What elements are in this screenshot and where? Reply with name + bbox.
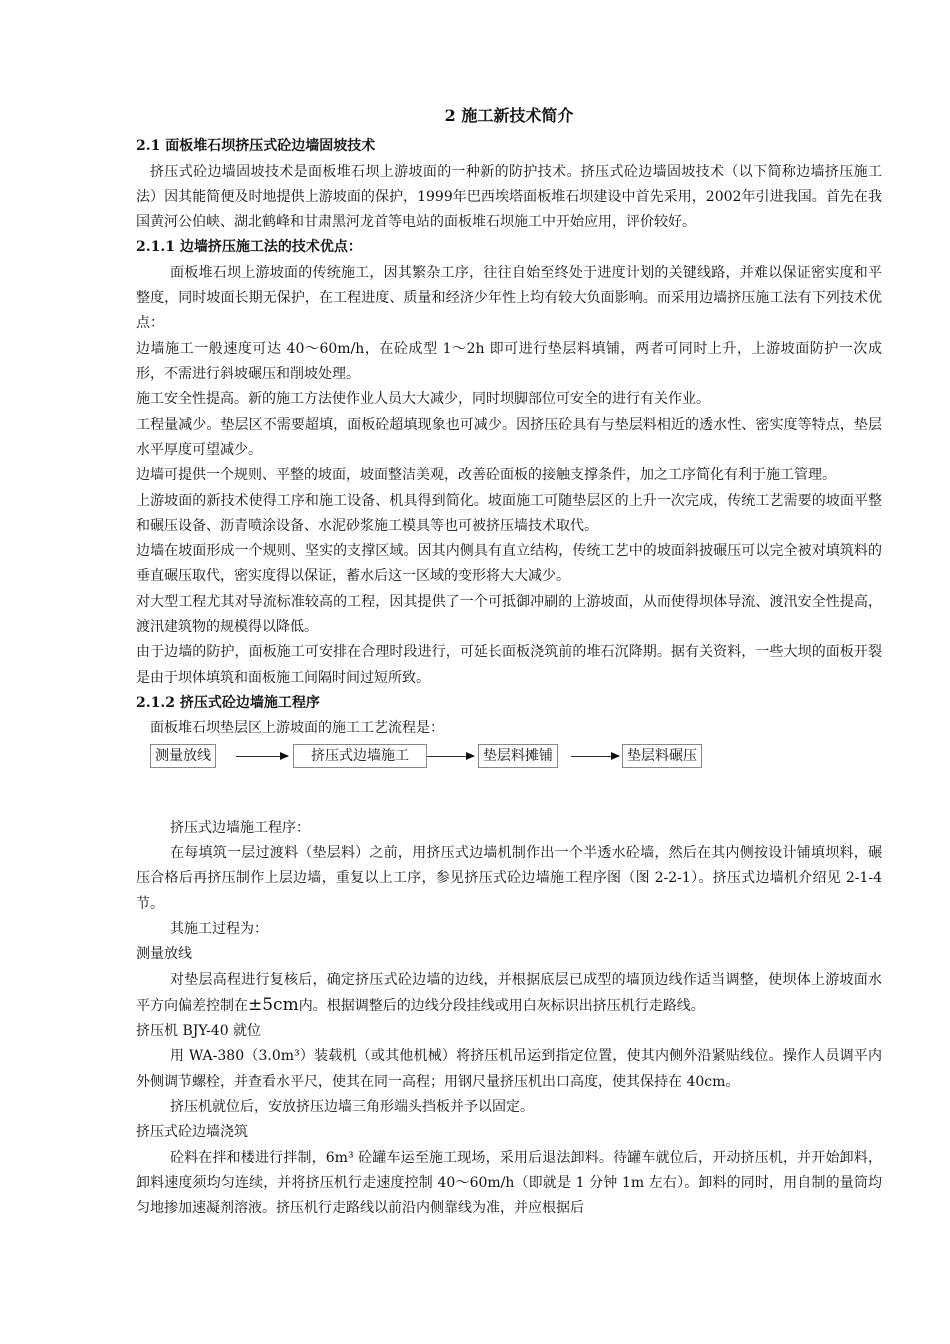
process-flow-diagram <box>148 744 882 770</box>
step-survey-text-end: 内。根据调整后的边线分段挂线或用白灰标识出挤压机行走路线。 <box>298 997 705 1014</box>
advantage-item: 边墙可提供一个规则、平整的坡面，坡面整洁美观，改善砼面板的接触支撑条件，加之工序简化有利于施工管理。 <box>136 467 836 484</box>
flow-box-cushion-spreading: 垫层料摊铺 <box>478 744 558 768</box>
advantage-item: 施工安全性提高。新的施工方法使作业人员大大减少，同时坝脚部位可安全的进行有关作业。 <box>136 391 710 408</box>
flow-box-cushion-rolling: 垫层料碾压 <box>622 744 702 768</box>
advantages-intro-paragraph: 面板堆石坝上游坡面的传统施工，因其繁杂工序，往往自始至终处于进度计划的关键线路，并难以保证密实度和平整度，同时坡面长期无保护，在工程进度、质量和经济少年性上均有较大负面影响。而采用边墙挤压施工法有下列技术优点： <box>136 264 882 332</box>
section-heading-2-1-2: 2.1.2 挤压式砼边墙施工程序 <box>136 694 320 711</box>
step-survey-paragraph <box>136 968 882 1020</box>
flow-box-extrusion-wall: 挤压式边墙施工 <box>293 744 427 768</box>
process-label: 其施工过程为： <box>170 920 268 937</box>
advantage-item: 边墙在坡面形成一个规则、坚实的支撑区域。因其内侧具有直立结构，传统工艺中的坡面斜披碾压可以完全被对填筑料的垂直碾压取代，密实度得以保证，蓄水后这一区域的变形将大大减少。 <box>136 543 882 585</box>
procedure-label: 挤压式边墙施工程序： <box>170 819 310 836</box>
procedure-paragraph: 在每填筑一层过渡料（垫层料）之前，用挤压式边墙机制作出一个半透水砼墙，然后在其内侧按设计铺填坝料，碾压合格后再挤压制作上层边墙，重复以上工序，参见挤压式砼边墙施工程序图（图 2-2-1）。挤压式边墙机介绍见 2-1-4 节。 <box>136 845 882 912</box>
step-pouring-paragraph: 砼料在拌和楼进行拌制，6m³ 砼罐车运至施工现场，采用后退法卸料。待罐车就位后，开动挤压机，并开始卸料，卸料速度须均匀连续，并将挤压机行走速度控制 40～60m/h（即就是 1 分钟 1m 左右）。卸料的同时，用自制的量筒均匀地掺加速凝剂溶液。挤压机行走路线以前沿内侧靠线为准，并应根据后 <box>136 1149 882 1217</box>
advantage-item: 边墙施工一般速度可达 40～60m/h，在砼成型 1～2h 即可进行垫层料填铺，两者可同时上升，上游坡面防护一次成形，不需进行斜坡碾压和削坡处理。 <box>136 340 882 383</box>
section-heading-2-1: 2.1 面板堆石坝挤压式砼边墙固坡技术 <box>136 138 376 154</box>
step-title-machine-position: 挤压机 BJY-40 就位 <box>136 1023 262 1040</box>
flow-arrow <box>236 756 288 757</box>
flow-arrow <box>427 756 474 757</box>
section-intro-paragraph: 挤压式砼边墙固坡技术是面板堆石坝上游坡面的一种新的防护技术。挤压式砼边墙固坡技术（以下简称边墙挤压施工法）因其能简便及时地提供上游坡面的保护，1999年巴西埃塔面板堆石坝建设中首先采用，2002年引进我国。首先在我国黄河公伯峡、湖北鹤峰和甘肃黑河龙首等电站的面板堆石坝施工中开始应用，评价较好。 <box>136 163 882 231</box>
document-page <box>136 104 882 1221</box>
flow-box-survey: 测量放线 <box>150 744 216 768</box>
advantage-item: 工程量减少。垫层区不需要超填，面板砼超填现象也可减少。因挤压砼具有与垫层料相近的透水性、密实度等特点，垫层水平厚度可望减少。 <box>136 416 882 458</box>
step-title-pouring: 挤压式砼边墙浇筑 <box>136 1124 248 1141</box>
page-title: 2 施工新技术简介 <box>444 106 574 125</box>
advantage-item: 由于边墙的防护，面板施工可安排在合理时段进行，可延长面板浇筑前的堆石沉降期。据有关资料，一些大坝的面板开裂是由于坝体填筑和面板施工间隔时间过短所致。 <box>136 644 882 686</box>
section-heading-2-1-1: 2.1.1 边墙挤压施工法的技术优点： <box>136 239 362 256</box>
step-title-survey: 测量放线 <box>136 946 192 963</box>
tolerance-value: ±5cm <box>248 994 299 1015</box>
flow-intro-paragraph: 面板堆石坝垫层区上游坡面的施工工艺流程是： <box>150 720 444 737</box>
step-machine-paragraph: 用 WA-380（3.0m³）装载机（或其他机械）将挤压机吊运到指定位置，使其内侧外沿紧贴线位。操作人员调平内外侧调节螺栓，并查看水平尺，使其在同一高程；用钢尺量挤压机出口高度，使其保持在 40cm。 <box>136 1048 882 1090</box>
flow-arrow <box>571 756 619 757</box>
advantage-item: 对大型工程尤其对导流标准较高的工程，因其提供了一个可抵御冲刷的上游坡面，从而使得坝体导流、渡汛安全性提高，渡汛建筑物的规模得以降低。 <box>136 593 882 636</box>
advantage-item: 上游坡面的新技术使得工序和施工设备、机具得到简化。坡面施工可随垫层区的上升一次完成，传统工艺需要的坡面平整和碾压设备、沥青喷涂设备、水泥砂浆施工模具等也可被挤压墙技术取代。 <box>136 492 882 534</box>
step-machine-paragraph-2: 挤压机就位后，安放挤压边墙三角形端头挡板并予以固定。 <box>170 1099 534 1115</box>
step-survey-text: 对垫层高程进行复核后，确定挤压式砼边墙的边线，并根据底层已成型的墙顶边线作适当调整，使坝体上游坡面水平方向偏差控制在 <box>136 971 882 1014</box>
